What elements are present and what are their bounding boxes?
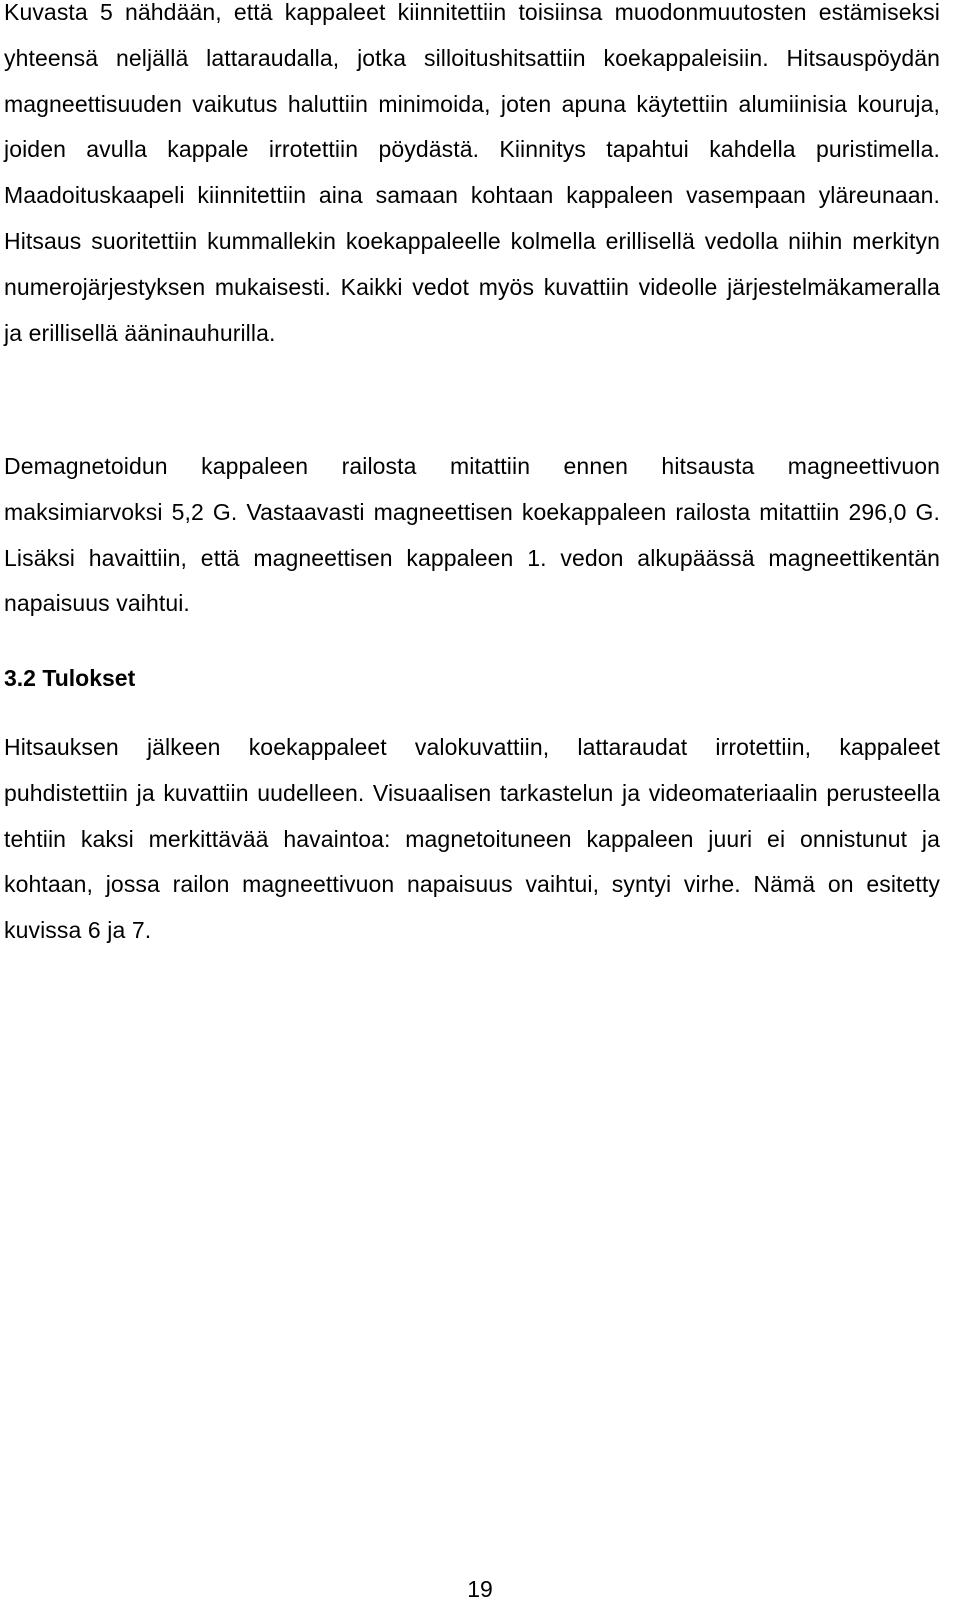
page-number: 19 <box>467 1576 493 1602</box>
section-heading: 3.2 Tulokset <box>4 665 136 691</box>
paragraph-fixturing: Kuvasta 5 nähdään, että kappaleet kiinnitettiin toisiinsa muodonmuutosten estämiseksi yhteensä neljällä lattaraudalla, jotka silloitushitsattiin koekappaleisiin. Hitsauspöydän magneettisuuden vaikutus haluttiin minimoida, joten apuna käytettiin alumiinisia kouruja, joiden avulla kappale irrotettiin pöydästä. Kiinnitys tapahtui kahdella puristimella. Maadoituskaapeli kiinnitettiin aina samaan kohtaan kappaleen vasempaan yläreunaan. Hitsaus suoritettiin kummallekin koekappaleelle kolmella erillisellä vedolla niihin merkityn numerojärjestyksen mukaisesti. Kaikki vedot myös kuvattiin videolle järjestelmäkameralla ja erillisellä ääninauhurilla. <box>4 0 940 346</box>
paragraph-magnetic-measurements: Demagnetoidun kappaleen railosta mitattiin ennen hitsausta magneettivuon maksimiarvoksi 5,2 G. Vastaavasti magneettisen koekappaleen railosta mitattiin 296,0 G. Lisäksi havaittiin, että magneettisen kappaleen 1. vedon alkupäässä magneettikentän napaisuus vaihtui. <box>4 453 940 617</box>
paragraph-results: Hitsauksen jälkeen koekappaleet valokuvattiin, lattaraudat irrotettiin, kappaleet puhdistettiin ja kuvattiin uudelleen. Visuaalisen tarkastelun ja videomateriaalin perusteella tehtiin kaksi merkittävää havaintoa: magnetoituneen kappaleen juuri ei onnistunut ja kohtaan, jossa railon magneettivuon napaisuus vaihtui, syntyi virhe. Nämä on esitetty kuvissa 6 ja 7. <box>4 734 940 944</box>
